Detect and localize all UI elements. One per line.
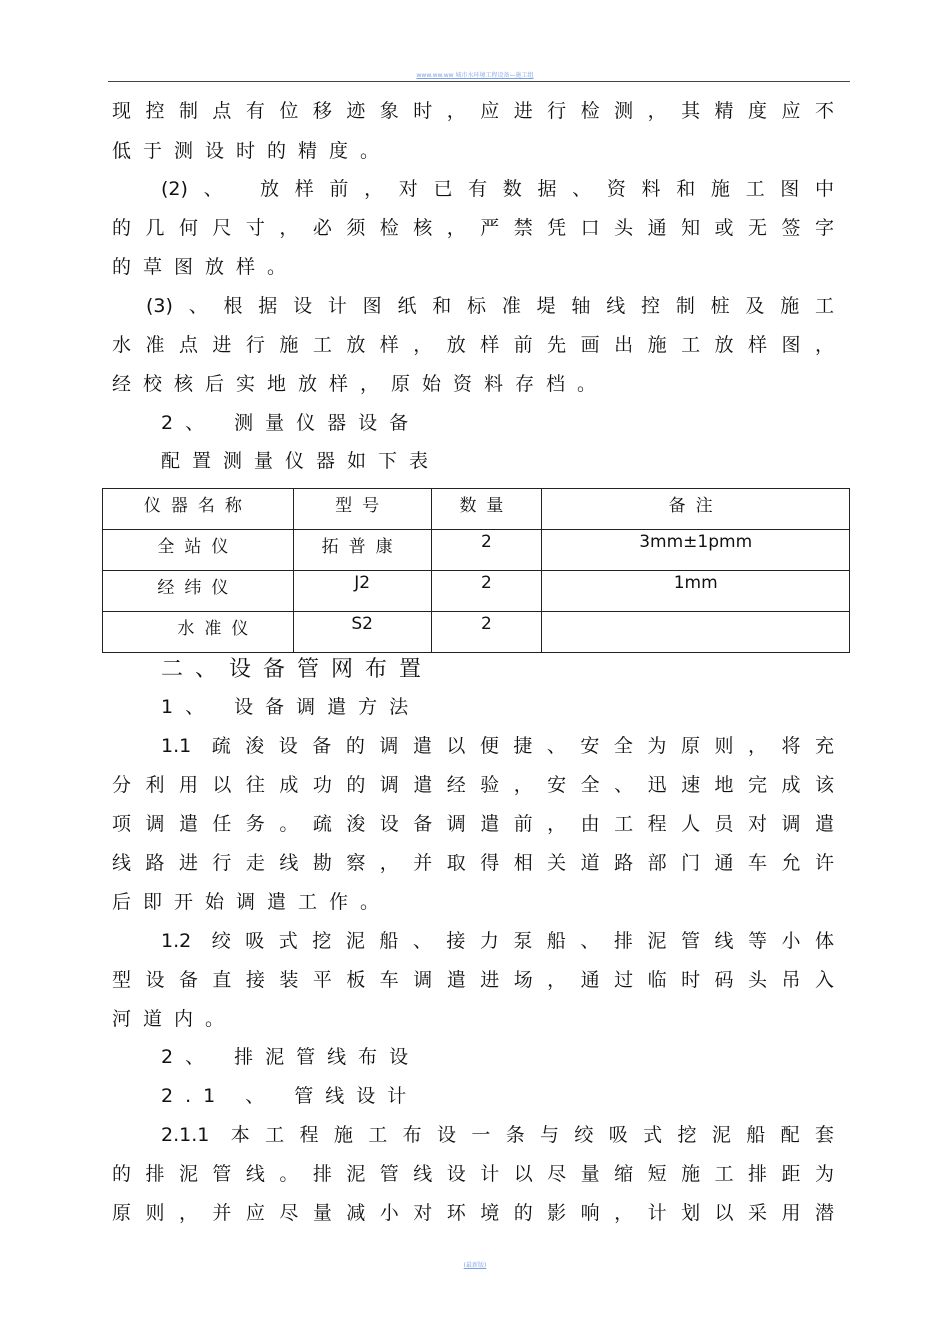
page-footer: (最新版) [463,1262,487,1269]
body-line: 1.1 疏浚设备的调遣以便捷、安全为原则，将充 [161,735,834,757]
body-line: 的草图放样。 [112,256,299,278]
subheading: 1、 设备调遣方法 [161,696,421,718]
body-line: 型设备直接装平板车调遣进场，通过临时码头吊入 [112,969,834,991]
table-cell: 1mm [542,571,850,612]
body-line: 1.2 绞吸式挖泥船、接力泵船、排泥管线等小体 [161,930,834,952]
body-line: (2)、 放样前，对已有数据、资料和施工图中 [161,178,834,200]
table-header-cell: 备注 [542,489,850,530]
subheading: 2、 测量仪器设备 [161,412,421,434]
table-row [103,612,850,653]
table-header-row [103,489,850,530]
subheading: 2、 排泥管线布设 [161,1046,421,1068]
table-header-cell: 型号 [293,489,431,530]
table-cell: J2 [293,571,431,612]
instrument-table [102,488,850,653]
body-line: 项调遣任务。疏浚设备调遣前，由工程人员对调遣 [112,813,834,835]
body-line: 河道内。 [112,1008,237,1030]
body-line: 低于测设时的精度。 [112,140,392,162]
table-header-cell: 数量 [431,489,542,530]
body-line: 后即开始调遣工作。 [112,891,392,913]
body-line: 2.1.1 本工程施工布设一条与绞吸式挖泥船配套 [161,1124,834,1146]
table-row [103,571,850,612]
body-line: 线路进行走线勘察，并取得相关道路部门通车允许 [112,852,834,874]
table-row [103,530,850,571]
table-header-cell: 仪器名称 [103,489,294,530]
table-cell: 2 [431,571,542,612]
body-line: 的几何尺寸，必须检核，严禁凭口头通知或无签字 [112,217,834,239]
table-cell: 经纬仪 [103,571,294,612]
body-line: 经校核后实地放样，原始资料存档。 [112,373,609,395]
table-cell: S2 [293,612,431,653]
body-line: (3)、根据设计图纸和标准堤轴线控制桩及施工 [146,295,834,317]
body-line: 现控制点有位移迹象时，应进行检测，其精度应不 [112,100,834,122]
table-caption: 配置测量仪器如下表 [161,450,441,472]
table-cell [542,612,850,653]
header-rule [108,81,850,82]
body-line: 水准点进行施工放样，放样前先画出施工放样图， [112,334,834,356]
section-title: 二、设备管网布置 [161,657,434,682]
table-cell: 拓普康 [293,530,431,571]
table-cell: 全站仪 [103,530,294,571]
body-line: 分利用以往成功的调遣经验，安全、迅速地完成该 [112,774,834,796]
table-cell: 水准仪 [103,612,294,653]
page-header: www.ww.ww 城市水环境工程设备—施工组 [416,72,534,79]
body-line: 的排泥管线。排泥管线设计以尽量缩短施工排距为 [112,1163,834,1185]
table-cell: 2 [431,612,542,653]
body-line: 原则，并应尽量减小对环境的影响，计划以采用潜 [112,1202,834,1224]
subheading: 2.1 、 管线设计 [161,1085,419,1107]
table-cell: 3mm±1pmm [542,530,850,571]
table-cell: 2 [431,530,542,571]
